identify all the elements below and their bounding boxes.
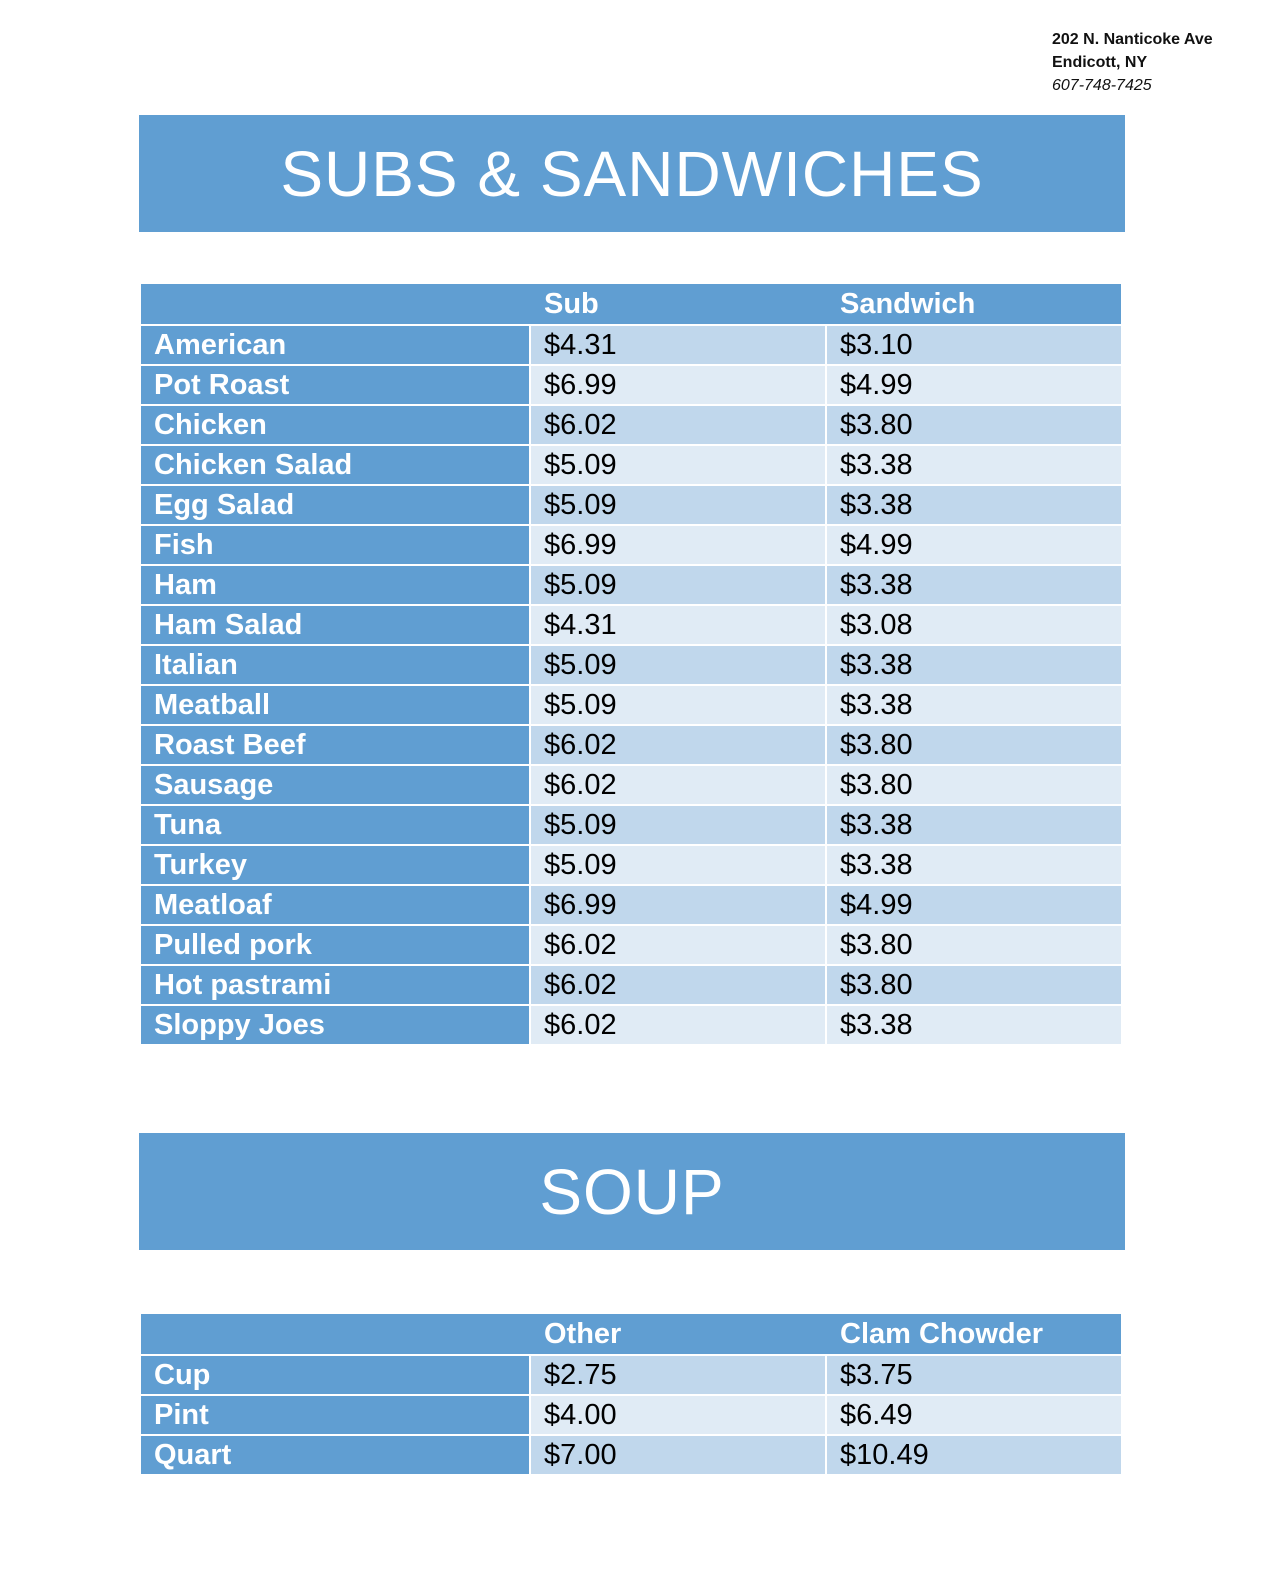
soup-price-clam-chowder: $10.49: [827, 1434, 1121, 1474]
subs-price-sandwich: $3.38: [827, 484, 1121, 524]
subs-price-sub: $5.09: [531, 564, 827, 604]
subs-row: [141, 884, 1121, 924]
subs-item-name: Chicken: [141, 404, 531, 444]
subs-header-sub: Sub: [531, 284, 827, 324]
subs-row: [141, 404, 1121, 444]
subs-item-name: Sausage: [141, 764, 531, 804]
subs-item-name: American: [141, 324, 531, 364]
address-street: 202 N. Nanticoke Ave: [1052, 31, 1213, 48]
soup-section-title: SOUP: [139, 1133, 1125, 1250]
subs-price-sandwich: $4.99: [827, 884, 1121, 924]
subs-price-sandwich: $4.99: [827, 364, 1121, 404]
subs-row: [141, 1004, 1121, 1044]
subs-price-sub: $5.09: [531, 444, 827, 484]
subs-row: [141, 644, 1121, 684]
soup-price-table: [141, 1314, 1121, 1474]
soup-row: [141, 1434, 1121, 1474]
subs-item-name: Sloppy Joes: [141, 1004, 531, 1044]
subs-row: [141, 484, 1121, 524]
soup-item-name: Quart: [141, 1434, 531, 1474]
soup-price-other: $2.75: [531, 1354, 827, 1394]
subs-price-sub: $6.02: [531, 404, 827, 444]
subs-price-sub: $6.02: [531, 1004, 827, 1044]
subs-section-title: SUBS & SANDWICHES: [139, 115, 1125, 232]
subs-price-sandwich: $3.38: [827, 804, 1121, 844]
subs-item-name: Fish: [141, 524, 531, 564]
subs-price-sandwich: $3.38: [827, 844, 1121, 884]
subs-price-sandwich: $3.38: [827, 644, 1121, 684]
subs-item-name: Ham Salad: [141, 604, 531, 644]
address-block: [1052, 28, 1262, 97]
subs-price-sandwich: $3.80: [827, 964, 1121, 1004]
subs-price-sub: $6.02: [531, 724, 827, 764]
subs-row: [141, 764, 1121, 804]
soup-header-other: Other: [531, 1314, 827, 1354]
soup-item-name: Cup: [141, 1354, 531, 1394]
subs-row: [141, 324, 1121, 364]
subs-item-name: Meatball: [141, 684, 531, 724]
subs-item-name: Turkey: [141, 844, 531, 884]
subs-row: [141, 524, 1121, 564]
subs-price-sandwich: $3.38: [827, 1004, 1121, 1044]
subs-row: [141, 364, 1121, 404]
subs-item-name: Pulled pork: [141, 924, 531, 964]
subs-item-name: Roast Beef: [141, 724, 531, 764]
subs-row: [141, 924, 1121, 964]
subs-price-sub: $6.99: [531, 524, 827, 564]
soup-header-clam-chowder: Clam Chowder: [827, 1314, 1121, 1354]
subs-price-sub: $6.02: [531, 964, 827, 1004]
subs-price-sandwich: $3.80: [827, 764, 1121, 804]
subs-price-sandwich: $3.10: [827, 324, 1121, 364]
subs-item-name: Meatloaf: [141, 884, 531, 924]
subs-row: [141, 804, 1121, 844]
subs-price-sandwich: $3.08: [827, 604, 1121, 644]
subs-price-sub: $5.09: [531, 804, 827, 844]
subs-price-sub: $6.99: [531, 884, 827, 924]
subs-item-name: Pot Roast: [141, 364, 531, 404]
subs-row: [141, 604, 1121, 644]
subs-price-sub: $5.09: [531, 684, 827, 724]
subs-item-name: Tuna: [141, 804, 531, 844]
subs-price-sub: $6.99: [531, 364, 827, 404]
soup-table-body: [141, 1354, 1121, 1474]
soup-row: [141, 1354, 1121, 1394]
subs-price-sandwich: $4.99: [827, 524, 1121, 564]
soup-price-other: $7.00: [531, 1434, 827, 1474]
subs-table-body: [141, 324, 1121, 1044]
soup-header-item: [141, 1314, 531, 1354]
subs-price-sub: $5.09: [531, 484, 827, 524]
subs-price-sub: $6.02: [531, 764, 827, 804]
subs-price-sandwich: $3.80: [827, 924, 1121, 964]
subs-price-sub: $5.09: [531, 644, 827, 684]
subs-item-name: Chicken Salad: [141, 444, 531, 484]
subs-item-name: Ham: [141, 564, 531, 604]
subs-row: [141, 964, 1121, 1004]
subs-price-sub: $4.31: [531, 604, 827, 644]
subs-header-sandwich: Sandwich: [827, 284, 1121, 324]
subs-price-sandwich: $3.38: [827, 684, 1121, 724]
soup-price-other: $4.00: [531, 1394, 827, 1434]
subs-price-sub: $6.02: [531, 924, 827, 964]
subs-item-name: Italian: [141, 644, 531, 684]
soup-price-clam-chowder: $6.49: [827, 1394, 1121, 1434]
soup-price-clam-chowder: $3.75: [827, 1354, 1121, 1394]
subs-row: [141, 844, 1121, 884]
subs-row: [141, 684, 1121, 724]
subs-price-sandwich: $3.38: [827, 444, 1121, 484]
address-city: Endicott, NY: [1052, 54, 1148, 71]
subs-price-table: [141, 284, 1121, 1044]
subs-item-name: Egg Salad: [141, 484, 531, 524]
subs-row: [141, 724, 1121, 764]
subs-item-name: Hot pastrami: [141, 964, 531, 1004]
subs-price-sub: $4.31: [531, 324, 827, 364]
address-phone: 607-748-7425: [1052, 77, 1152, 94]
soup-item-name: Pint: [141, 1394, 531, 1434]
subs-row: [141, 564, 1121, 604]
subs-price-sandwich: $3.38: [827, 564, 1121, 604]
subs-price-sub: $5.09: [531, 844, 827, 884]
subs-price-sandwich: $3.80: [827, 724, 1121, 764]
soup-row: [141, 1394, 1121, 1434]
subs-row: [141, 444, 1121, 484]
subs-price-sandwich: $3.80: [827, 404, 1121, 444]
subs-header-item: [141, 284, 531, 324]
